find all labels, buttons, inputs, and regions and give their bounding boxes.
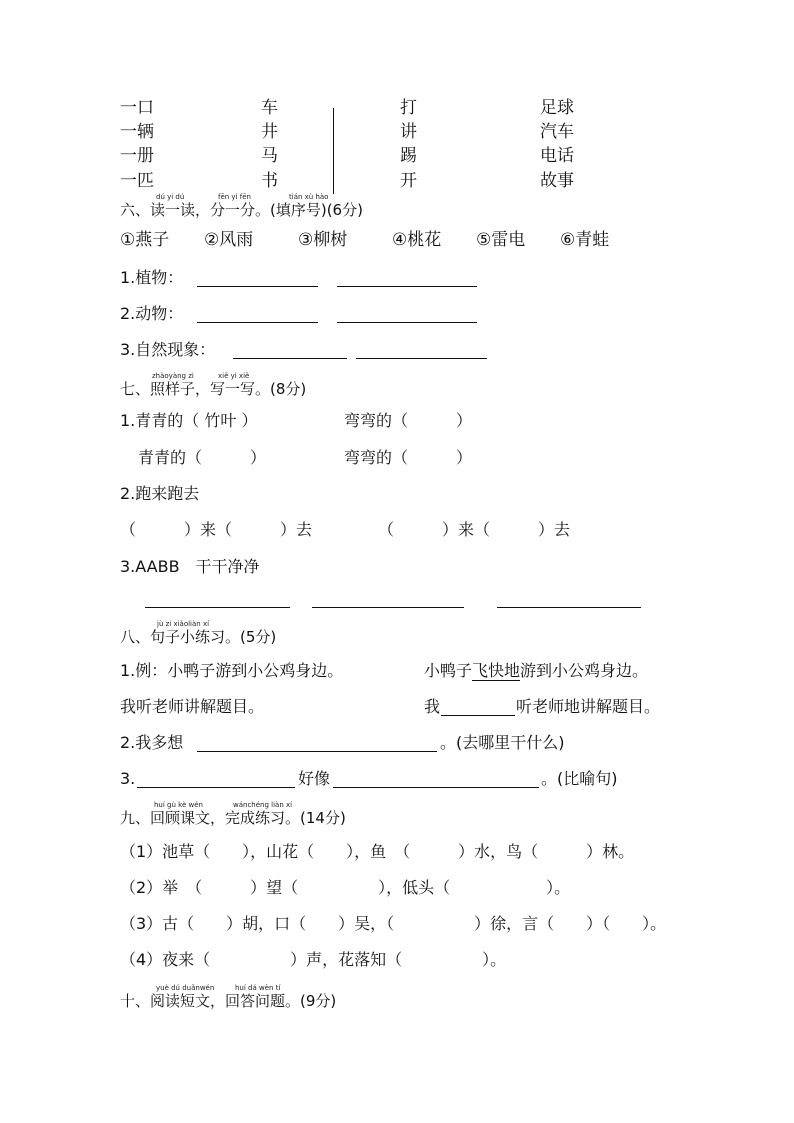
question-label: 2.我多想 [120,733,184,752]
fill-in-line[interactable]: 弯弯的（ ） [344,411,473,430]
option-item: ③柳树 [298,230,348,250]
pinyin-annotation: yuè dú duǎnwén [156,984,215,992]
section-title: 七、照样子，写一写。(8分) [120,380,307,398]
answer-blank[interactable] [333,787,539,788]
pinyin-annotation: huí gù kè wén [154,801,203,809]
answer-blank[interactable] [497,607,641,608]
answer-blank[interactable] [441,715,515,716]
matching-col1-item: 一辆 [120,122,154,142]
matching-col1-item: 一口 [120,98,154,118]
matching-col3-item: 讲 [400,122,417,142]
answer-blank[interactable] [356,358,487,359]
fill-in-line[interactable]: （ ）来（ ）去 [378,520,571,539]
fill-in-line[interactable]: （ ）来（ ）去 [120,520,313,539]
section-title: 十、阅读短文，回答问题。(9分) [120,992,337,1010]
pinyin-annotation: wánchéng liàn xí [233,801,293,809]
matching-col4-item: 故事 [540,171,574,191]
option-item: ④桃花 [392,230,442,250]
question-hint: 。(去哪里干什么) [440,733,565,752]
matching-col2-item: 车 [261,98,278,118]
matching-col2-item: 书 [261,171,278,191]
example-answer [424,661,648,681]
option-item: ⑥青蛙 [560,230,610,250]
answer-blank[interactable] [137,787,295,788]
pinyin-annotation: xiě yi xiě [218,372,250,380]
pinyin-annotation: dú yi dú [156,193,185,201]
section-title: 八、句子小练习。(5分) [120,628,277,646]
answer-blank[interactable] [197,322,318,323]
fill-in-line[interactable]: （3）古（ ）胡，口（ ）吴，（ ）徐，言（ ）（ ）。 [120,914,667,933]
answer-blank[interactable] [197,286,318,287]
example-answer-start: 小鸭子 [424,661,473,680]
pinyin-annotation: tián xù hào [289,193,329,201]
matching-col4-item: 电话 [540,146,574,166]
answer-blank[interactable] [337,286,477,287]
matching-col4-item: 足球 [540,98,574,118]
option-item: ⑤雷电 [476,230,526,250]
matching-col3-item: 开 [400,171,417,191]
answer-blank[interactable] [197,751,437,752]
fill-in-line[interactable]: （1）池草（ ），山花（ ），鱼 （ ）水，鸟（ ）林。 [120,842,635,861]
question-label: 2.动物： [120,304,184,323]
example-sentence: 1.例：小鸭子游到小公鸡身边。 [120,661,344,680]
option-item: ②风雨 [204,230,254,250]
example-answer-end: 游到小公鸡身边。 [520,661,649,680]
matching-col1-item: 一匹 [120,171,154,191]
pinyin-annotation: zhàoyàng zi [152,372,194,380]
fill-in-line[interactable]: 弯弯的（ ） [344,448,473,467]
question-connector: 好像 [298,769,331,788]
divider-line [333,108,334,194]
pinyin-annotation: fēn yi fēn [218,193,251,201]
fill-in-line[interactable]: 青青的（ ） [138,448,267,467]
section-title: 六、读一读，分一分。(填序号)(6分) [120,201,363,219]
question-sentence: 我听老师讲解题目。 [120,697,265,716]
fill-in-line[interactable]: （4）夜来（ ）声，花落知（ ）。 [120,950,507,969]
answer-blank[interactable] [312,607,464,608]
matching-col3-item: 打 [400,98,417,118]
question-label: 1.植物： [120,268,184,287]
pinyin-annotation: jù zi xiǎoliàn xí [157,620,210,628]
example-underlined-word: 飞快地 [472,661,521,680]
pinyin-annotation: huí dá wèn tí [235,984,281,992]
question-answer-start: 我 [424,697,441,716]
example-line: 1.青青的（ 竹叶 ） [120,411,258,430]
matching-col1-item: 一册 [120,146,154,166]
option-item: ①燕子 [120,230,170,250]
matching-col4-item: 汽车 [540,122,574,142]
question-label: 3. [120,769,136,788]
question-label: 3.AABB 干干净净 [120,557,260,576]
question-answer-end: 听老师地讲解题目。 [516,697,661,716]
question-label: 3.自然现象： [120,340,216,359]
fill-in-line[interactable]: （2）举 （ ）望（ ），低头（ ）。 [120,878,571,897]
answer-blank[interactable] [145,607,290,608]
question-label: 2.跑来跑去 [120,484,200,503]
answer-blank[interactable] [233,358,347,359]
section-title: 九、回顾课文，完成练习。(14分) [120,809,346,827]
answer-blank[interactable] [337,322,477,323]
question-hint: 。(比喻句) [541,769,618,788]
matching-col3-item: 踢 [400,146,417,166]
matching-col2-item: 井 [261,122,278,142]
matching-col2-item: 马 [261,146,278,166]
